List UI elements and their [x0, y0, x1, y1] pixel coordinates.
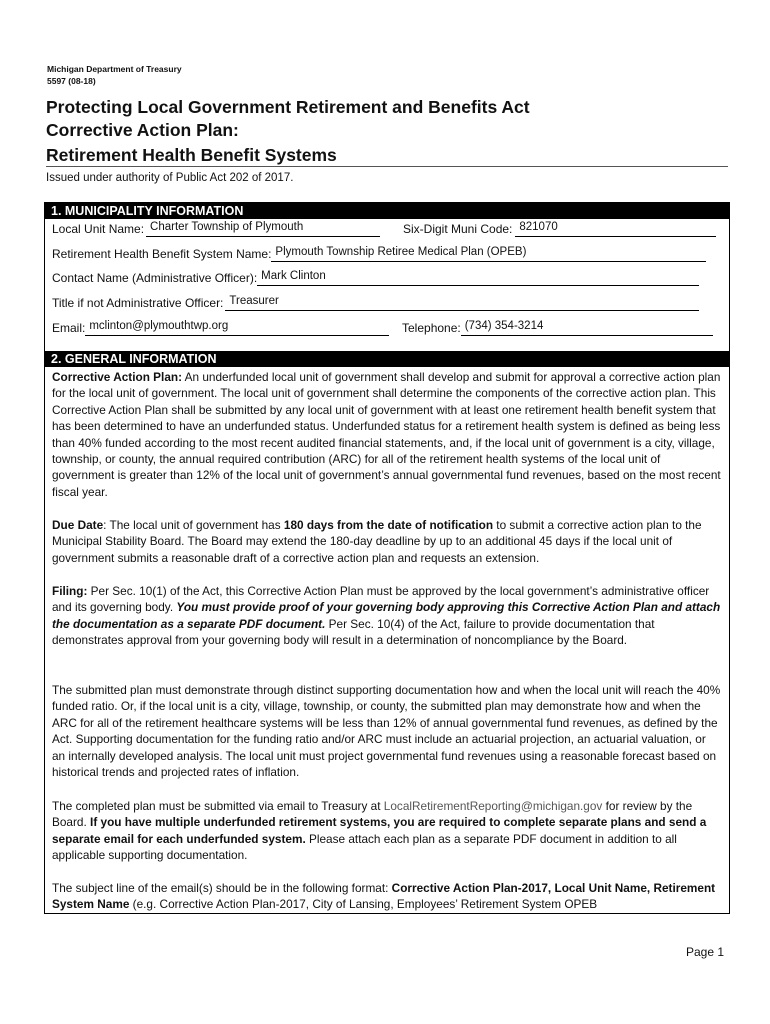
- telephone-value: (734) 354-3214: [464, 320, 544, 332]
- system-name-field[interactable]: [271, 244, 706, 262]
- due-bold-2: 180 days from the date of notification: [283, 518, 494, 532]
- due-date-paragraph: [52, 517, 722, 566]
- page-title: [46, 96, 530, 167]
- corrective-action-plan-paragraph: [52, 369, 722, 500]
- form-id: 5597 (08-18): [47, 76, 96, 86]
- subject-line-paragraph: [52, 880, 722, 913]
- due-text-2: to submit a corrective action plan to the Municipal Stability Board. The Board may extend the 180-day deadline by up to an additional 45 days if the local unit of government submits a reasonable draft of a corrective action plan and requests an extension.: [52, 518, 702, 565]
- local-unit-field[interactable]: [146, 219, 380, 237]
- section-2-heading: 2. GENERAL INFORMATION: [45, 351, 729, 367]
- cap-bold: Corrective Action Plan:: [52, 370, 183, 384]
- telephone-row: [402, 318, 713, 336]
- completed-bold: If you have multiple underfunded retirement systems, you are required to complete separate plans and send a separate email for each underfunded system.: [52, 815, 707, 846]
- contact-value: Mark Clinton: [261, 270, 326, 282]
- title-line-2: Corrective Action Plan:: [46, 120, 239, 140]
- cap-text: An underfunded local unit of government shall develop and submit for approval a corrective action plan for the local unit of government. The local unit of government shall determine the components of the corrective action plan. This Corrective Action Plan shall be submitted by any local unit of government with at least one retirement health benefit system that has been determined to have an underfunded status. Underfunded status for a retirement health system is defined as being less than 40% funded according to the most recent audited financial statements, and, if the local unit of government is a city, village, township, or county, the annual required contribution (ARC) for all of the retirement health systems of the local unit of government is greater than 12% of the local unit of government’s annual governmental fund revenues, based on the most recent fiscal year.: [52, 370, 721, 499]
- page-number: Page 1: [686, 945, 725, 959]
- contact-row: [52, 268, 699, 286]
- muni-code-row: [403, 219, 716, 237]
- filing-bold-italic: You must provide proof of your governing body approving this Corrective Action Plan and attach the documentation as a separate PDF document.: [52, 600, 721, 631]
- local-unit-value: Charter Township of Plymouth: [150, 221, 304, 233]
- muni-code-field[interactable]: [515, 219, 716, 237]
- email-row: [52, 318, 389, 336]
- title-divider: [46, 166, 728, 167]
- completed-text-2: for review by the Board.: [52, 799, 693, 830]
- system-name-value: Plymouth Township Retiree Medical Plan (OPEB): [275, 246, 527, 258]
- agency-name: Michigan Department of Treasury: [47, 64, 182, 74]
- contact-label: Contact Name (Administrative Officer):: [52, 271, 258, 285]
- title-row: [52, 293, 699, 311]
- issued-authority: Issued under authority of Public Act 202 of 2017.: [46, 172, 294, 184]
- completed-text-1: The completed plan must be submitted via email to Treasury at: [52, 799, 384, 813]
- telephone-field[interactable]: [461, 318, 713, 336]
- subject-text-1: The subject line of the email(s) should be in the following format:: [52, 881, 392, 895]
- filing-paragraph: [52, 583, 722, 649]
- local-unit-label: Local Unit Name:: [52, 222, 145, 236]
- due-text-1: : The local unit of government has: [103, 518, 284, 532]
- telephone-label: Telephone:: [402, 321, 461, 335]
- subject-bold: Corrective Action Plan-2017, Local Unit Name, Retirement System Name: [52, 881, 716, 912]
- email-value: mclinton@plymouthtwp.org: [89, 320, 229, 332]
- submitted-text: The submitted plan must demonstrate through distinct supporting documentation how and when the local unit will reach the 40% funded ratio. Or, if the local unit is a city, village, township, or county, the submitted plan may demonstrate how and when the ARC for all of the retirement healthcare systems will be less than 12% of annual governmental fund revenues, as defined by the Act. Supporting documentation for the funding ratio and/or ARC must include an actuarial projection, an actuarial valuation, or an internally developed analysis. The local unit must project governmental fund revenues using a reasonable forecast based on historical trends and projected rates of inflation.: [52, 683, 721, 780]
- filing-text-1: Per Sec. 10(1) of the Act, this Corrective Action Plan must be approved by the local government’s administrative officer and its governing body.: [52, 584, 710, 615]
- local-unit-row: [52, 219, 380, 237]
- filing-bold: Filing:: [52, 584, 88, 598]
- muni-code-value: 821070: [519, 221, 558, 233]
- system-name-label: Retirement Health Benefit System Name:: [52, 247, 272, 261]
- header-meta: [47, 63, 182, 87]
- title-field[interactable]: [225, 293, 699, 311]
- email-field[interactable]: [85, 318, 389, 336]
- completed-text-3: Please attach each plan as a separate PDF document in addition to all applicable supporting documentation.: [52, 831, 677, 863]
- contact-field[interactable]: [257, 268, 699, 286]
- system-name-row: [52, 244, 706, 262]
- title-line-1: Protecting Local Government Retirement and Benefits Act: [46, 97, 530, 117]
- submitted-plan-paragraph: [52, 682, 722, 780]
- muni-code-label: Six-Digit Muni Code:: [403, 222, 513, 236]
- due-bold: Due Date: [52, 518, 104, 532]
- title-label: Title if not Administrative Officer:: [52, 296, 224, 310]
- treasury-email-link[interactable]: LocalRetirementReporting@michigan.gov: [383, 799, 603, 813]
- filing-text-2: Per Sec. 10(4) of the Act, failure to provide documentation that demonstrates approval from your governing body will result in a determination of noncompliance by the Board.: [52, 616, 655, 648]
- title-line-3: Retirement Health Benefit Systems: [46, 145, 337, 165]
- section-1-heading: 1. MUNICIPALITY INFORMATION: [45, 203, 729, 219]
- completed-plan-paragraph: [52, 798, 722, 864]
- subject-text-2: (e.g. Corrective Action Plan-2017, City of Lansing, Employees’ Retirement System OPEB: [129, 897, 598, 912]
- title-value: Treasurer: [229, 295, 279, 307]
- email-label: Email:: [52, 321, 86, 335]
